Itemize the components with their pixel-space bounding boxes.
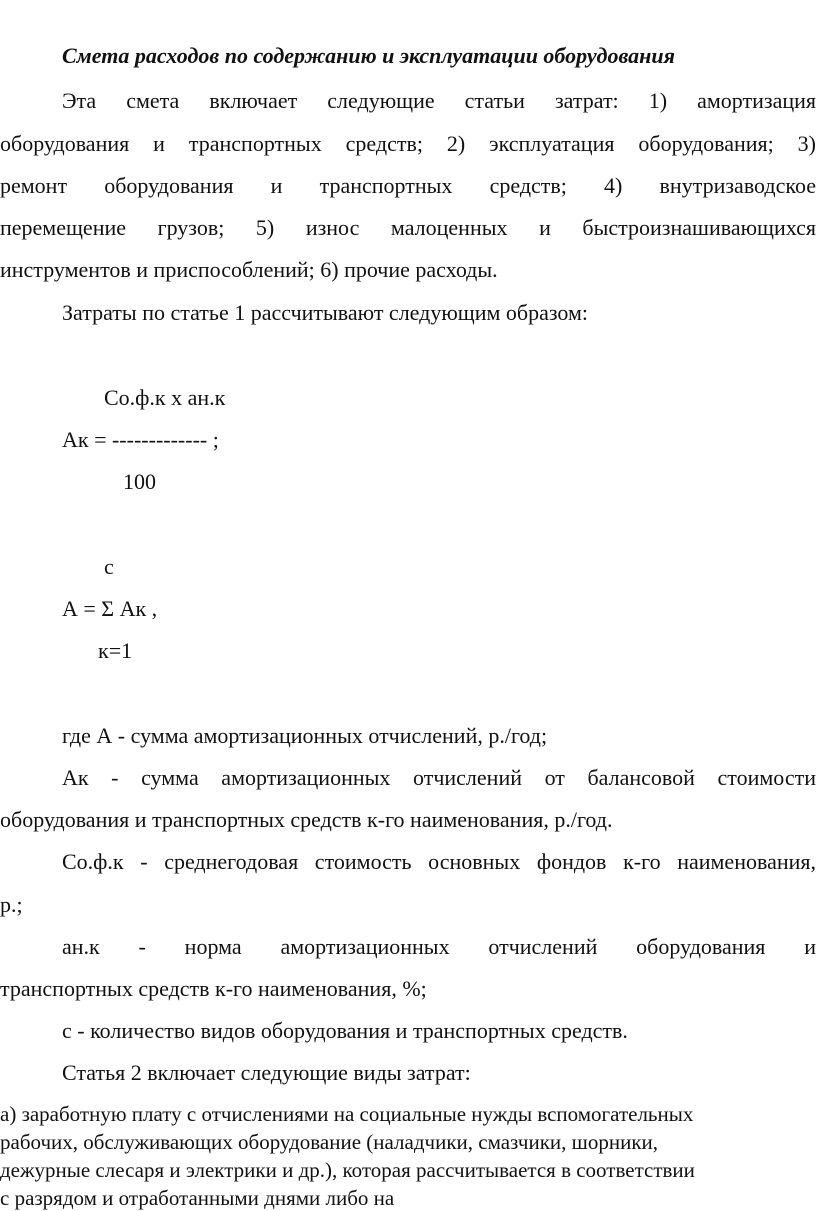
definition-a: где А - сумма амортизационных отчислений, р./год; (62, 723, 548, 748)
definition-ak-1: Ак - сумма амортизационных отчислений от балансовой стоимости (62, 765, 816, 790)
formula1-denominator: 100 (123, 469, 156, 494)
formula2-lhs: А = Σ Ак , (62, 596, 158, 621)
definition-c: с - количество видов оборудования и транспортных средств. (62, 1018, 628, 1043)
definition-sofk-1: Со.ф.к - среднегодовая стоимость основных фондов к-го наименования, (62, 849, 816, 874)
article2-item-a-line-1: а) заработную плату с отчислениями на социальные нужды вспомогательных (0, 1102, 694, 1126)
formula2-upper-limit: с (104, 554, 114, 579)
definition-ak-2: оборудования и транспортных средств к-го наименования, р./год. (0, 807, 613, 832)
article2-item-a-line-3: дежурные слесаря и электрики и др.), которая рассчитывается в соответствии (0, 1158, 695, 1182)
intro-line-5: инструментов и приспособлений; 6) прочие расходы. (0, 257, 498, 282)
formula1-lhs: Ак = ------------- ; (62, 427, 219, 452)
calc-intro: Затраты по статье 1 рассчитывают следующим образом: (62, 300, 589, 325)
definition-ank-2: транспортных средств к-го наименования, %; (0, 976, 427, 1001)
formula2-lower-limit: к=1 (98, 638, 133, 663)
intro-line-2: оборудования и транспортных средств; 2) эксплуатация оборудования; 3) (0, 131, 816, 156)
definition-sofk-2: р.; (0, 892, 23, 917)
intro-line-1: Эта смета включает следующие статьи затрат: 1) амортизация (62, 88, 816, 113)
intro-line-4: перемещение грузов; 5) износ малоценных и быстроизнашивающихся (0, 215, 816, 240)
article2-item-a-line-2: рабочих, обслуживающих оборудование (наладчики, смазчики, шорники, (0, 1130, 659, 1154)
definition-ank-1: ан.к - норма амортизационных отчислений оборудования и (62, 934, 816, 959)
document-title: Смета расходов по содержанию и эксплуатации оборудования (62, 43, 675, 68)
article2-intro: Статья 2 включает следующие виды затрат: (62, 1060, 471, 1085)
intro-line-3: ремонт оборудования и транспортных средств; 4) внутризаводское (0, 173, 816, 198)
article2-item-a-line-4: с разрядом и отработанными днями либо на (0, 1186, 395, 1210)
formula1-numerator: Со.ф.к х ан.к (104, 385, 226, 410)
